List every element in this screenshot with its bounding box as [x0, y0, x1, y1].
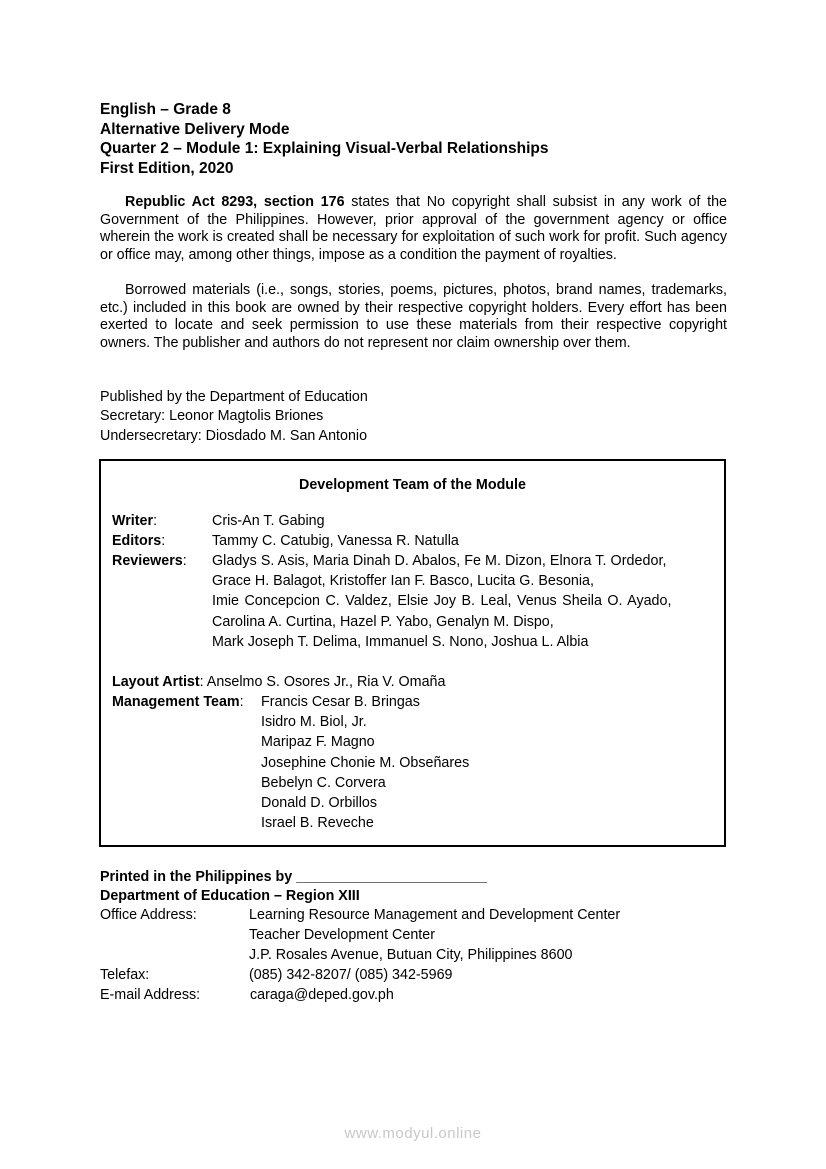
writer-row: Writer:: [112, 513, 158, 529]
layout-artist-names: Anselmo S. Osores Jr., Ria V. Omaña: [206, 674, 446, 690]
management-member: Isidro M. Biol, Jr.: [261, 714, 367, 731]
office-address-line: Teacher Development Center: [249, 927, 435, 943]
telefax-row: [100, 965, 487, 985]
telefax-label: Telefax:: [100, 967, 150, 983]
watermark: www.modyul.online: [344, 1125, 482, 1142]
office-address-row: [100, 905, 621, 925]
copyright-paragraph: [100, 194, 727, 264]
office-address-line: Learning Resource Management and Development Center: [249, 907, 621, 923]
reviewers-label: Reviewers: [112, 553, 183, 569]
management-member: Josephine Chonie M. Obseñares: [261, 754, 470, 771]
management-team-row: Management Team:: [112, 694, 244, 710]
management-member: Maripaz F. Magno: [261, 734, 375, 751]
publisher-block: [100, 388, 368, 446]
telefax-value: (085) 342-8207/ (085) 342-5969: [249, 967, 453, 983]
office-address-line: J.P. Rosales Avenue, Butuan City, Philippines 8600: [249, 947, 573, 963]
reviewers-names: [212, 551, 671, 652]
management-team-names: [261, 692, 469, 833]
management-member: Francis Cesar B. Bringas: [261, 694, 420, 710]
printing-info-block: [100, 868, 621, 1005]
published-by: Published by the Department of Education: [100, 389, 368, 405]
editors-label: Editors: [112, 533, 162, 549]
module-title: Quarter 2 – Module 1: Explaining Visual-Verbal Relationships: [100, 140, 549, 157]
editors-row: Editors:: [112, 533, 166, 549]
reviewers-line: Carolina A. Curtina, Hazel P. Yabo, Genalyn M. Dispo,: [212, 613, 554, 630]
office-address-label: Office Address:: [100, 907, 197, 923]
writer-name: Cris-An T. Gabing: [212, 513, 325, 529]
writer-label: Writer: [112, 513, 154, 529]
reviewers-line: Imie Concepcion C. Valdez, Elsie Joy B. Leal, Venus Sheila O. Ayado,: [212, 593, 672, 610]
management-member: Donald D. Orbillos: [261, 795, 378, 812]
reviewers-row: Reviewers:: [112, 553, 187, 569]
management-team-label: Management Team: [112, 694, 240, 710]
law-reference: Republic Act 8293, section 176: [125, 194, 345, 210]
layout-artist-row: Layout Artist: Anselmo S. Osores Jr., Ria V. Omaña: [112, 674, 446, 690]
module-title-block: [100, 100, 740, 178]
reviewers-line: Grace H. Balagot, Kristoffer Ian F. Basco, Lucita G. Besonia,: [212, 573, 594, 590]
email-value: caraga@deped.gov.ph: [250, 987, 394, 1003]
management-member: Israel B. Reveche: [261, 815, 374, 832]
delivery-mode: Alternative Delivery Mode: [100, 120, 290, 138]
secretary: Secretary: Leonor Magtolis Briones: [100, 408, 324, 424]
email-label: E-mail Address:: [100, 987, 201, 1003]
email-row: [100, 985, 487, 1005]
edition: First Edition, 2020: [100, 159, 234, 177]
development-team-box: [99, 459, 726, 847]
editors-names: Tammy C. Catubig, Vanessa R. Natulla: [212, 533, 459, 549]
region-line: Department of Education – Region XIII: [100, 888, 360, 904]
team-title: Development Team of the Module: [299, 477, 526, 493]
reviewers-line: Gladys S. Asis, Maria Dinah D. Abalos, Fe M. Dizon, Elnora T. Ordedor,: [212, 553, 667, 569]
printed-by-line: Printed in the Philippines by ________________________: [100, 869, 488, 885]
reviewers-line: Mark Joseph T. Delima, Immanuel S. Nono, Joshua L. Albia: [212, 633, 589, 650]
borrowed-materials-paragraph: Borrowed materials (i.e., songs, stories, poems, pictures, photos, brand names, trademarks, etc.) included in this book are owned by their respective copyright holders. Every effort has been exerted to locate and seek permission to use these materials from their respective copyright owners. The publisher and authors do not represent nor claim ownership over them.: [100, 282, 727, 351]
management-member: Bebelyn C. Corvera: [261, 774, 386, 791]
undersecretary: Undersecretary: Diosdado M. San Antonio: [100, 428, 368, 444]
layout-artist-label: Layout Artist: [112, 674, 200, 690]
subject-grade: English – Grade 8: [100, 101, 231, 118]
law-text: states that No copyright shall subsist in any work of the Government of the Philippines. However, prior approval of the government agency or office wherein the work is created shall be necessary for exploitation of such work for profit. Such agency or office may, among other things, impose as a condition the payment of royalties.: [100, 194, 727, 263]
